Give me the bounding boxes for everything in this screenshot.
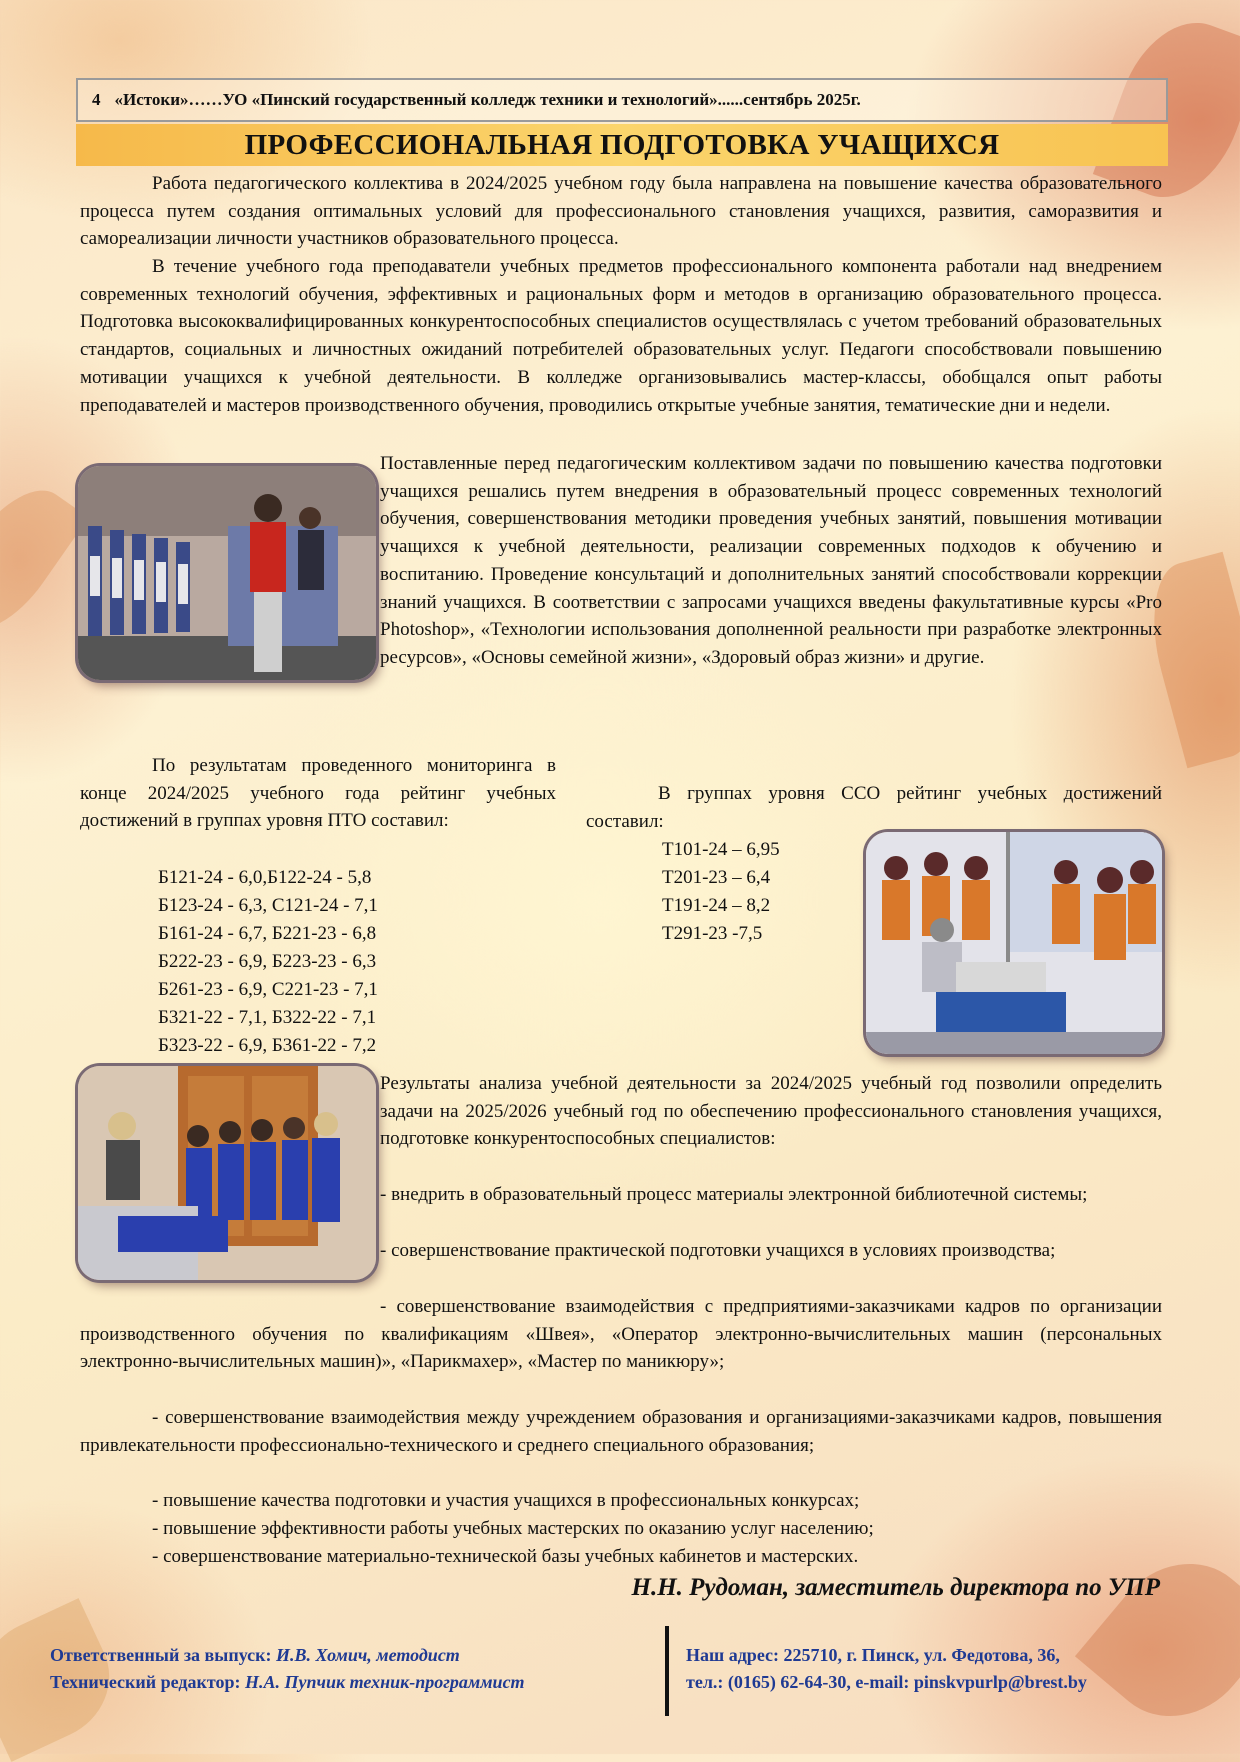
editor-label: Технический редактор:	[50, 1672, 241, 1692]
pto-rating-line: Б222-23 - 6,9, Б223-23 - 6,3	[158, 951, 377, 972]
sso-rating-line: Т291-23 -7,5	[662, 923, 763, 944]
sso-rating-line: Т201-23 – 6,4	[662, 867, 771, 888]
pto-rating-line: Б321-22 - 7,1, Б322-22 - 7,1	[158, 1007, 377, 1028]
article-title: ПРОФЕССИОНАЛЬНАЯ ПОДГОТОВКА УЧАЩИХСЯ	[76, 124, 1168, 166]
address: Наш адрес: 225710, г. Пинск, ул. Федотова, 36,	[686, 1645, 1060, 1665]
sso-rating-line: Т101-24 – 6,95	[662, 839, 780, 860]
pto-rating-line: Б123-24 - 6,3, С121-24 - 7,1	[158, 895, 378, 916]
responsible-label: Ответственный за выпуск:	[50, 1645, 272, 1665]
paragraph-4-intro: Результаты анализа учебной деятельности за 2024/2025 учебный год позволили определить задачи на 2025/2026 учебный год по обеспечению профессионального становления учащихся, подготовке конкурентоспособных специалистов:	[380, 1073, 1162, 1150]
contacts: тел.: (0165) 62-64-30, e-mail: pinskvpurlp@brest.by	[686, 1672, 1087, 1692]
task-2: - совершенствование практической подготовки учащихся в условиях производства;	[380, 1240, 1056, 1261]
pto-rating-line: Б161-24 - 6,7, Б221-23 - 6,8	[158, 923, 377, 944]
task-1: - внедрить в образовательный процесс материалы электронной библиотечной системы;	[380, 1184, 1088, 1205]
task-3: - совершенствование взаимодействия с предприятиями-заказчиками кадров по организации производственного обучения по квалификациям «Швея», «Оператор электронно-вычислительных машин (персональных электронно-вычислительных машин)», «Парикмахер», «Мастер по маникюру»;	[80, 1296, 1162, 1373]
paragraph-1: Работа педагогического коллектива в 2024/2025 учебном году была направлена на повышение качества образовательного процесса путем создания оптимальных условий для профессионального становления учащихся, развития, саморазвития и самореализации личности участников образовательного процесса.	[80, 173, 1162, 250]
page-number: 4	[92, 90, 101, 109]
sso-rating-line: Т191-24 – 8,2	[662, 895, 771, 916]
header-text: «Истоки»……УО «Пинский государственный колледж техники и технологий»......сентябрь 2025г.	[114, 90, 861, 109]
footer-credits	[50, 1642, 525, 1696]
hairdressing-class-image	[78, 1066, 376, 1280]
paragraph-3: Поставленные перед педагогическим коллективом задачи по повышению качества подготовки учащихся решались путем внедрения в образовательный процесс современных технологий обучения, совершенствования методики проведения учебных занятий, повышения мотивации учащихся к учебной деятельности, реализации современных подходов к обучению и воспитанию. Проведение консультаций и дополнительных занятий способствовали коррекции знаний учащихся. В соответствии с запросами учащихся введены факультативные курсы «Pro Photoshop», «Технологии использования дополненной реальности при разработке электронных ресурсов», «Основы семейной жизни», «Здоровый образ жизни» и другие.	[380, 453, 1162, 668]
photo-sewing-class	[866, 832, 1162, 1054]
footer-contacts	[686, 1642, 1087, 1696]
task-6: - повышение эффективности работы учебных мастерских по оказанию услуг населению;	[152, 1518, 874, 1539]
task-7: - совершенствование материально-технической базы учебных кабинетов и мастерских.	[152, 1546, 859, 1567]
sso-intro: В группах уровня ССО рейтинг учебных достижений составил:	[586, 783, 1162, 832]
newspaper-header	[76, 78, 1168, 122]
decorative-leaf	[0, 472, 89, 649]
pto-rating-line: Б261-23 - 6,9, С221-23 - 7,1	[158, 979, 378, 1000]
task-4: - совершенствование взаимодействия между учреждением образования и организациями-заказчиками кадров, повышения привлекательности профессионально-технического и среднего специального образования;	[80, 1407, 1162, 1456]
author-signature: Н.Н. Рудоман, заместитель директора по УПР	[631, 1574, 1160, 1601]
pto-rating-line: Б121-24 - 6,0,Б122-24 - 5,8	[158, 867, 372, 888]
responsible-name: И.В. Хомич, методист	[276, 1645, 460, 1665]
paragraph-2: В течение учебного года преподаватели учебных предметов профессионального компонента работали над внедрением современных технологий обучения, эффективных и рациональных форм и методов в организацию образовательного процесса. Подготовка высококвалифицированных конкурентоспособных специалистов осуществлялась с учетом требований образовательных стандартов, социальных и личностных ожиданий потребителей образовательных услуг. Педагоги способствовали повышению мотивации учащихся к учебной деятельности. В колледже организовывались мастер-классы, обобщался опыт работы преподавателей и мастеров производственного обучения, проводились открытые учебные занятия, тематические дни и недели.	[80, 256, 1162, 416]
photo-hairdressing-class	[78, 1066, 376, 1280]
editor-name: Н.А. Пупчик техник-программист	[245, 1672, 525, 1692]
sewing-class-image	[866, 832, 1162, 1054]
pto-intro: По результатам проведенного мониторинга в конце 2024/2025 учебного года рейтинг учебных достижений в группах уровня ПТО составил:	[80, 755, 556, 832]
pto-rating-line: Б323-22 - 6,9, Б361-22 - 7,2	[158, 1035, 377, 1056]
footer-divider	[665, 1626, 669, 1716]
task-5: - повышение качества подготовки и участия учащихся в профессиональных конкурсах;	[152, 1490, 860, 1511]
